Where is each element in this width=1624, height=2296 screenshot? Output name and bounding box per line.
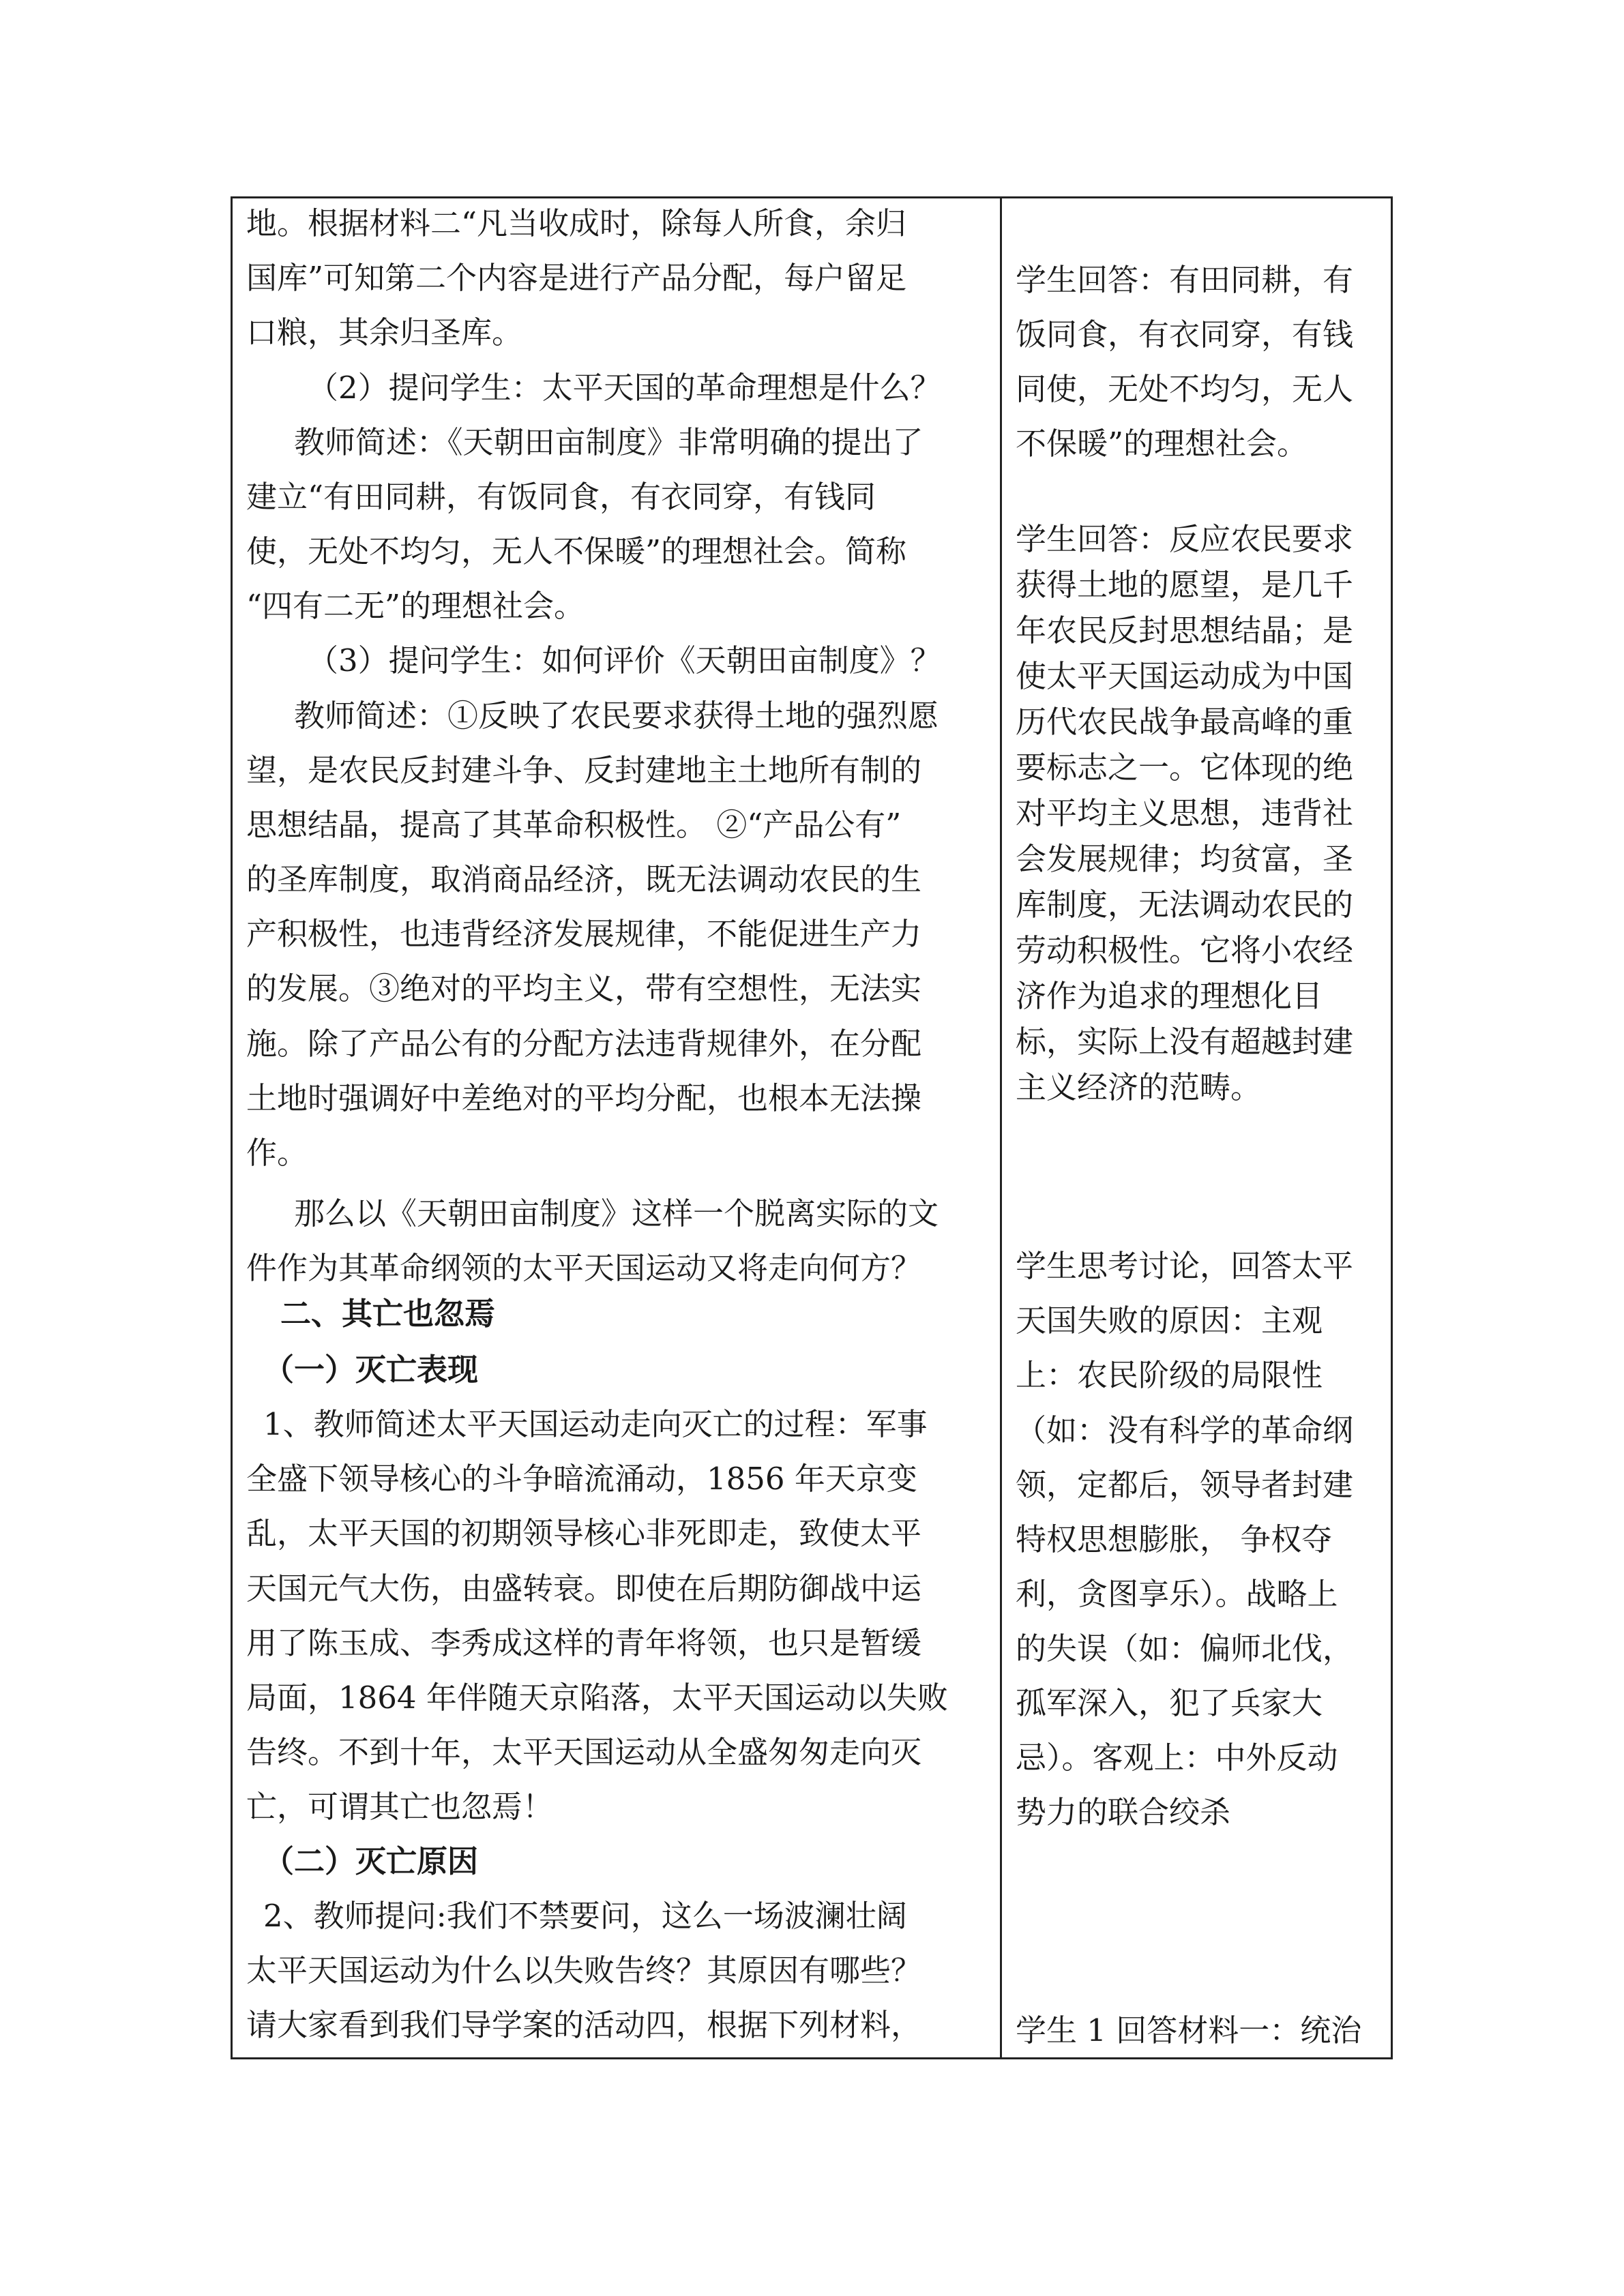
text-line: 库制度，无法调动农民的 <box>1016 886 1354 923</box>
text-line: 教师简述：①反映了农民要求获得土地的强烈愿 <box>294 698 939 734</box>
text-line: 请大家看到我们导学案的活动四，根据下列材料， <box>246 2007 922 2043</box>
text-line: 2、教师提问:我们不禁要问，这么一场波澜壮阔 <box>263 1898 907 1934</box>
text-line: 利，贪图享乐）。战略上 <box>1016 1576 1338 1612</box>
text-line: 济作为追求的理想化目 <box>1016 978 1323 1014</box>
text-line: 要标志之一。它体现的绝 <box>1016 749 1354 786</box>
text-line: 学生 1 回答材料一：统治 <box>1016 2012 1362 2048</box>
text-line: 乱，太平天国的初期领导核心非死即走，致使太平 <box>246 1515 922 1551</box>
text-line: 产积极性，也违背经济发展规律，不能促进生产力 <box>246 916 922 952</box>
text-line: 的发展。③绝对的平均主义，带有空想性，无法实 <box>246 970 922 1007</box>
text-line: 的圣库制度，取消商品经济，既无法调动农民的生 <box>246 861 922 897</box>
section-heading: （二）灭亡原因 <box>263 1843 479 1879</box>
text-line: （3）提问学生：如何评价《天朝田亩制度》？ <box>308 642 941 679</box>
text-line: 用了陈玉成、李秀成这样的青年将领，也只是暂缓 <box>246 1625 922 1661</box>
text-line: 太平天国运动为什么以失败告终？其原因有哪些？ <box>246 1952 922 1988</box>
text-line: 1、教师简述太平天国运动走向灭亡的过程：军事 <box>263 1406 928 1442</box>
text-line: 地。根据材料二“凡当收成时，除每人所食，余归 <box>246 205 907 241</box>
text-line: （2）提问学生：太平天国的革命理想是什么？ <box>308 370 941 406</box>
text-line: 特权思想膨胀， 争权夺 <box>1016 1521 1333 1557</box>
text-line: 对平均主义思想，违背社 <box>1016 795 1354 831</box>
text-line: 标，实际上没有超越封建 <box>1016 1024 1354 1060</box>
text-line: 孤军深入，犯了兵家大 <box>1016 1685 1323 1721</box>
text-line: 口粮，其余归圣库。 <box>246 314 523 351</box>
student-activity-column <box>1002 198 1391 2057</box>
teacher-activity-column <box>233 198 1002 2057</box>
text-line: 领，定都后，领导者封建 <box>1016 1467 1354 1503</box>
text-line: （如：没有科学的革命纲 <box>1016 1412 1354 1448</box>
text-line: 主义经济的范畴。 <box>1016 1069 1262 1105</box>
text-line: 同使，无处不均匀，无人 <box>1016 371 1354 407</box>
text-line: 国库”可知第二个内容是进行产品分配，每户留足 <box>246 260 907 296</box>
text-line: 望，是农民反封建斗争、反封建地主土地所有制的 <box>246 752 922 788</box>
text-line: 全盛下领导核心的斗争暗流涌动，1856 年天京变 <box>246 1461 917 1497</box>
text-line: 劳动积极性。它将小农经 <box>1016 932 1354 968</box>
text-line: 告终。不到十年，太平天国运动从全盛匆匆走向灭 <box>246 1734 922 1770</box>
text-line: 件作为其革命纲领的太平天国运动又将走向何方？ <box>246 1250 922 1286</box>
text-line: 历代农民战争最高峰的重 <box>1016 704 1354 740</box>
text-line: 势力的联合绞杀 <box>1016 1794 1231 1830</box>
text-line: 学生回答：有田同耕，有 <box>1016 262 1354 298</box>
text-line: 作。 <box>246 1135 308 1171</box>
text-line: 局面，1864 年伴随天京陷落，太平天国运动以失败 <box>246 1680 948 1716</box>
text-line: 饭同食，有衣同穿，有钱 <box>1016 316 1354 353</box>
text-line: 会发展规律；均贫富，圣 <box>1016 841 1354 877</box>
text-line: 的失误（如：偏师北伐， <box>1016 1630 1354 1667</box>
text-line: 教师简述：《天朝田亩制度》非常明确的提出了 <box>294 424 924 460</box>
text-line: 天国失败的原因：主观 <box>1016 1302 1323 1339</box>
text-line: 学生思考讨论，回答太平 <box>1016 1248 1354 1284</box>
text-line: 那么以《天朝田亩制度》这样一个脱离实际的文 <box>294 1195 939 1232</box>
section-heading: （一）灭亡表现 <box>263 1352 479 1388</box>
text-line: 土地时强调好中差绝对的平均分配，也根本无法操 <box>246 1080 922 1116</box>
text-line: 忌）。客观上：中外反动 <box>1016 1740 1338 1776</box>
text-line: 天国元气大伤，由盛转衰。即使在后期防御战中运 <box>246 1570 922 1607</box>
text-line: 不保暖”的理想社会。 <box>1016 426 1308 462</box>
section-heading: 二、其亡也忽焉 <box>280 1296 496 1332</box>
text-line: 思想结晶，提高了其革命积极性。 ②“产品公有” <box>246 807 902 843</box>
text-line: 施。除了产品公有的分配方法违背规律外，在分配 <box>246 1026 922 1062</box>
text-line: 建立“有田同耕，有饭同食，有衣同穿，有钱同 <box>246 479 876 515</box>
text-line: 使，无处不均匀，无人不保暖”的理想社会。简称 <box>246 533 907 569</box>
lesson-plan-table <box>231 196 1393 2059</box>
text-line: 亡，可谓其亡也忽焉！ <box>246 1789 554 1825</box>
text-line: 年农民反封思想结晶；是 <box>1016 612 1354 648</box>
text-line: 使太平天国运动成为中国 <box>1016 658 1354 694</box>
text-line: 获得土地的愿望，是几千 <box>1016 567 1354 603</box>
text-line: “四有二无”的理想社会。 <box>246 588 585 624</box>
text-line: 上：农民阶级的局限性 <box>1016 1357 1323 1393</box>
text-line: 学生回答：反应农民要求 <box>1016 521 1354 557</box>
